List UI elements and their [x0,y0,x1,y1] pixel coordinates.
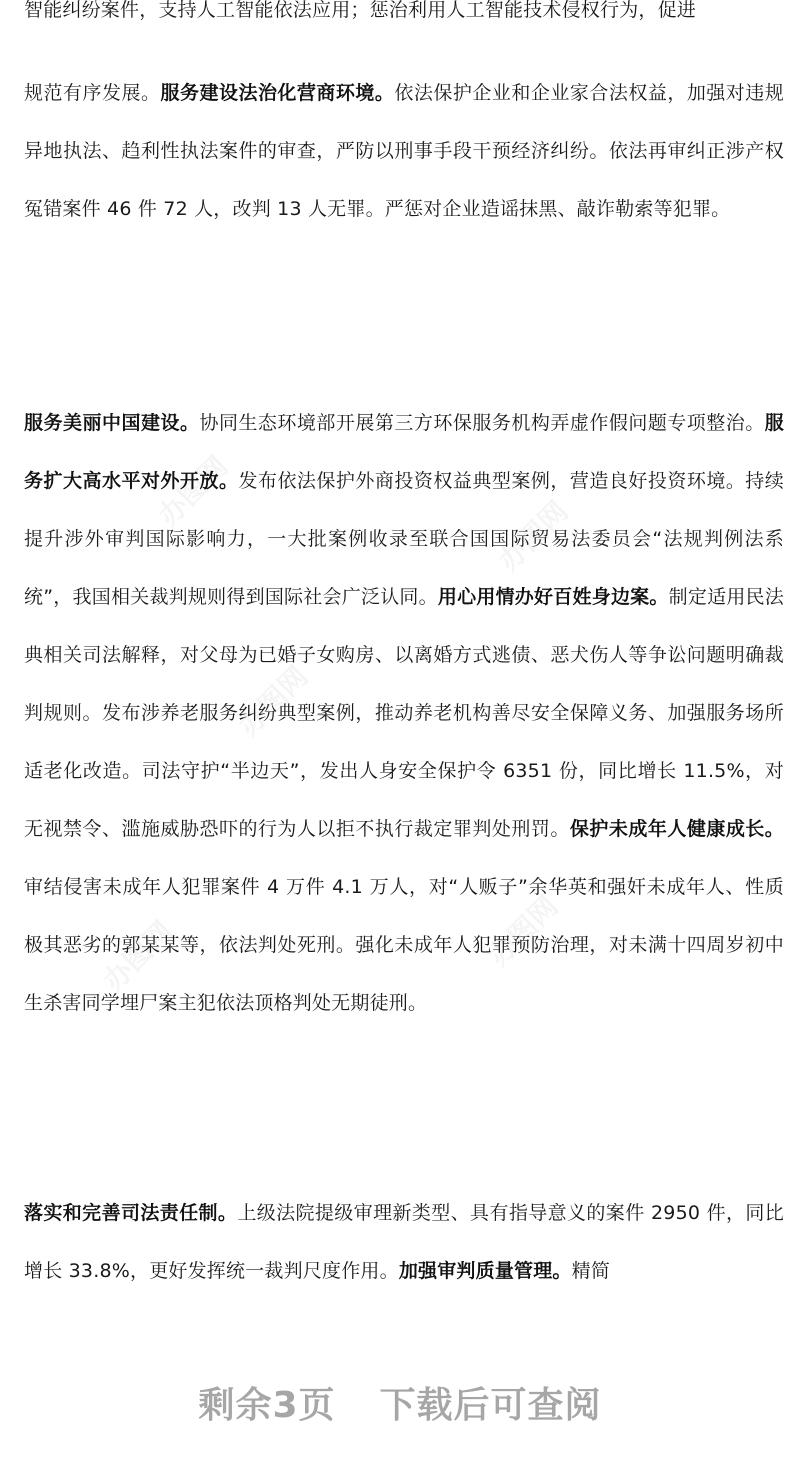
paragraph-public-service [24,394,784,1032]
paragraph-ai-cases [24,0,784,39]
section-heading: 加强审判质量管理。 [398,1260,572,1282]
paragraph-judicial-responsibility [24,1184,784,1300]
remaining-pages-banner[interactable] [0,1372,800,1432]
section-heading: 服务美丽中国建设。 [24,412,200,434]
paragraph-text: 依法保护企业和企业家合法权益，加强对违规异地执法、趋利性执法案件的审查，严防以刑事手段干预经济纠纷。依法再审纠正涉产权冤错案件 46 件 72 人，改判 13 人无罪。严惩对企业造谣抹黑、敲诈勒索等犯罪。 [24,82,784,220]
paragraph-text: 发布依法保护外商投资权益典型案例，营造良好投资环境。持续提升涉外审判国际影响力，一大批案例收录至联合国国际贸易法委员会“法规判例法系统”，我国相关裁判规则得到国际社会广泛认同。 [24,470,785,608]
section-heading: 用心用情办好百姓身边案。 [437,586,669,608]
paragraph-text: 精简 [571,1260,611,1282]
paragraph-text: 审结侵害未成年人犯罪案件 4 万件 4.1 万人，对“人贩子”余华英和强奸未成年人、性质极其恶劣的郭某某等，依法判处死刑。强化未成年人犯罪预防治理，对未满十四周岁初中生杀害同学埋尸案主犯依法顶格判处无期徒刑。 [24,876,784,1014]
paragraph-text: 上级法院提级审理新类型、具有指导意义的案件 2950 件，同比增长 33.8%，更好发挥统一裁判尺度作用。 [24,1202,784,1282]
download-to-view-label: 下载后可查阅 [379,1384,602,1426]
paragraph-business-environment [24,64,784,238]
section-heading: 保护未成年人健康成长。 [569,818,785,840]
section-heading: 落实和完善司法责任制。 [24,1202,238,1224]
paragraph-text: 规范有序发展。 [24,82,161,104]
section-heading: 服务建设法治化营商环境。 [160,82,395,104]
paragraph-text: 智能纠纷案件，支持人工智能依法应用；惩治利用人工智能技术侵权行为，促进 [24,0,697,21]
remaining-pages-label: 剩余3页 [198,1384,336,1426]
paragraph-text: 制定适用民法典相关司法解释，对父母为已婚子女购房、以离婚方式逃债、恶犬伤人等争讼问题明确裁判规则。发布涉养老服务纠纷典型案例，推动养老机构善尽安全保障义务、加强服务场所适老化改造。司法守护“半边天”，发出人身安全保护令 6351 份，同比增长 11.5%，对无视禁令、滥施威胁恐吓的行为人以拒不执行裁定罪判处刑罚。 [24,586,785,840]
section-heading: 服务扩大高水平对外开放。 [24,412,784,492]
paragraph-text: 协同生态环境部开展第三方环保服务机构弄虚作假问题专项整治。 [199,412,765,434]
